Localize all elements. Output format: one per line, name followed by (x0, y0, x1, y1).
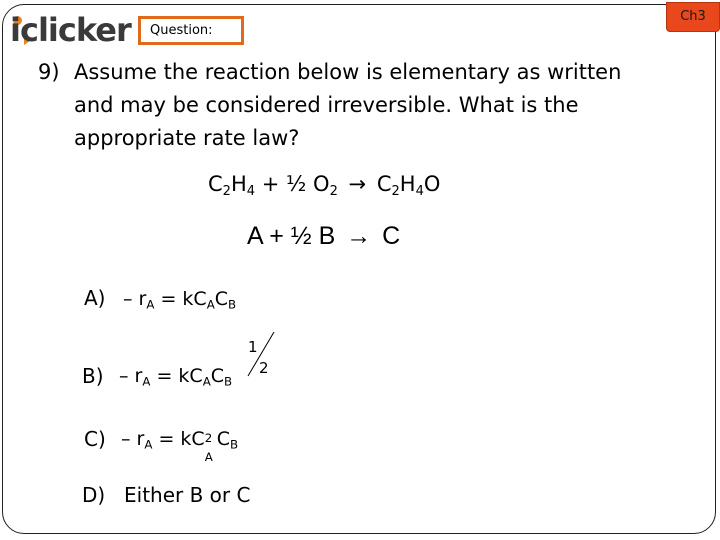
option-d-letter: D) (82, 483, 106, 507)
option-d-text: Either B or C (124, 483, 251, 507)
option-c-letter: C) (84, 427, 106, 451)
option-b-formula: – $r_A = kC_AC_B$ (119, 365, 233, 389)
option-b-letter: B) (82, 364, 104, 388)
logo-text: iclicker (10, 11, 131, 49)
option-a-formula: – $r_A = kC_AC_B$ (123, 288, 237, 312)
chapter-tab (666, 2, 720, 32)
option-b-fraction-slash (238, 330, 278, 380)
chemical-equation: $C_2H_4$ + ½ $O_2 \to C_2H_4O$ (208, 172, 441, 199)
question-text-line-3: appropriate rate law? (74, 126, 300, 150)
chapter-label: Ch3 (680, 9, 706, 24)
question-text-line-2: and may be considered irreversible. What is the (74, 93, 579, 117)
question-text-line-1: Assume the reaction below is elementary as written (74, 60, 622, 84)
generic-equation: A + ½ B → C (247, 222, 401, 250)
option-b-exponent-numerator: 1 (248, 338, 258, 356)
option-b-exponent-denominator: 2 (259, 359, 269, 377)
option-a-letter: A) (84, 286, 106, 310)
reaction-arrow-icon: → (346, 222, 372, 250)
question-number: 9) (38, 60, 60, 84)
question-label: Question: (150, 23, 213, 38)
option-c-formula: – $r_A$ = kC 2 A $C_B$ (121, 428, 239, 464)
reaction-arrow-icon: → (348, 172, 367, 196)
